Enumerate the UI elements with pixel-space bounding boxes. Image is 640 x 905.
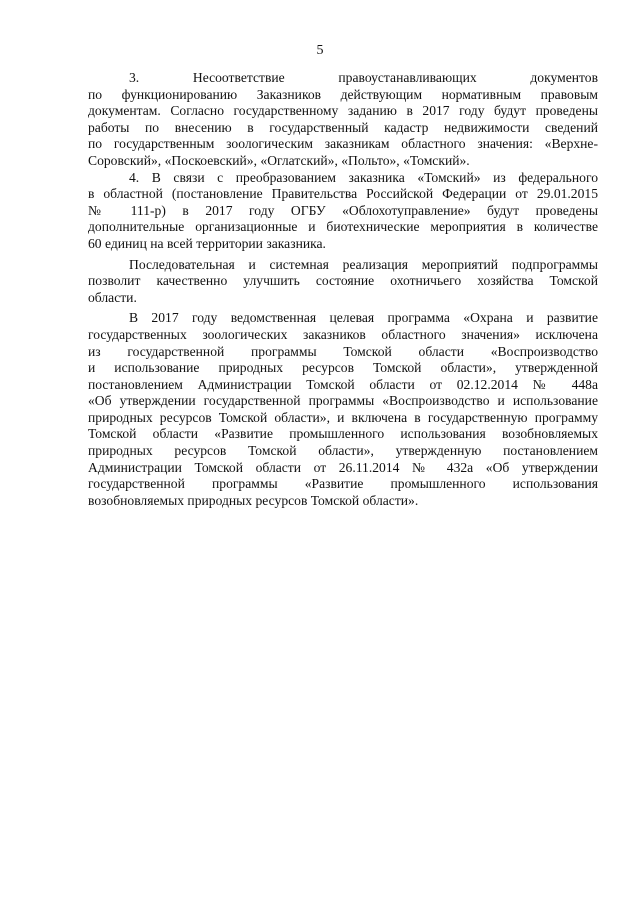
text-line: 60 единиц на всей территории заказника. xyxy=(88,235,326,251)
text-line: природных ресурсов Томской области», и включена в государственную программу xyxy=(88,409,598,425)
paragraph xyxy=(88,70,598,170)
text-line: по функционированию Заказников действующим нормативным правовым xyxy=(88,86,598,102)
text-line: В 2017 году ведомственная целевая программа «Охрана и развитие xyxy=(129,310,598,326)
text-line: области. xyxy=(88,289,137,305)
text-line: Администрации Томской области от 26.11.2014 № 432а «Об утверждении xyxy=(88,459,598,475)
text-line: в областной (постановление Правительства Российской Федерации от 29.01.2015 xyxy=(88,186,598,202)
text-line: 3. Несоответствие правоустанавливающих документов xyxy=(129,70,598,85)
text-line: государственных зоологических заказников областного значения» исключена xyxy=(88,326,598,342)
text-line: документам. Согласно государственному заданию в 2017 году будут проведены xyxy=(88,103,598,119)
text-line: и использование природных ресурсов Томской области», утвержденной xyxy=(88,360,598,376)
text-line: из государственной программы Томской области «Воспроизводство xyxy=(88,343,598,359)
text-line: природных ресурсов Томской области», утвержденную постановлением xyxy=(88,443,598,459)
text-line: № 111-р) в 2017 году ОГБУ «Облохотуправление» будут проведены xyxy=(88,202,598,218)
text-line: государственной программы «Развитие промышленного использования xyxy=(88,476,598,492)
text-line: 4. В связи с преобразованием заказника «Томский» из федерального xyxy=(129,169,598,185)
text-line: Соровский», «Поскоевский», «Оглатский», «Польто», «Томский». xyxy=(88,152,470,168)
text-line: дополнительные организационные и биотехнические мероприятия в количестве xyxy=(88,219,598,235)
text-line: по государственным зоологическим заказникам областного значения: «Верхне- xyxy=(88,136,598,152)
text-line: Последовательная и системная реализация мероприятий подпрограммы xyxy=(129,256,598,272)
document-body xyxy=(88,70,598,509)
paragraph xyxy=(88,257,598,307)
text-line: работы по внесению в государственный кадастр недвижимости сведений xyxy=(88,119,598,135)
text-line: позволит качественно улучшить состояние охотничьего хозяйства Томской xyxy=(88,273,598,289)
paragraph xyxy=(88,170,598,253)
page-number: 5 xyxy=(316,43,324,58)
paragraph xyxy=(88,310,598,509)
text-line: Томской области «Развитие промышленного использования возобновляемых xyxy=(88,426,598,442)
text-line: возобновляемых природных ресурсов Томской области». xyxy=(88,492,419,508)
text-line: постановлением Администрации Томской области от 02.12.2014 № 448а xyxy=(88,376,598,392)
text-line: «Об утверждении государственной программы «Воспроизводство и использование xyxy=(88,393,598,409)
